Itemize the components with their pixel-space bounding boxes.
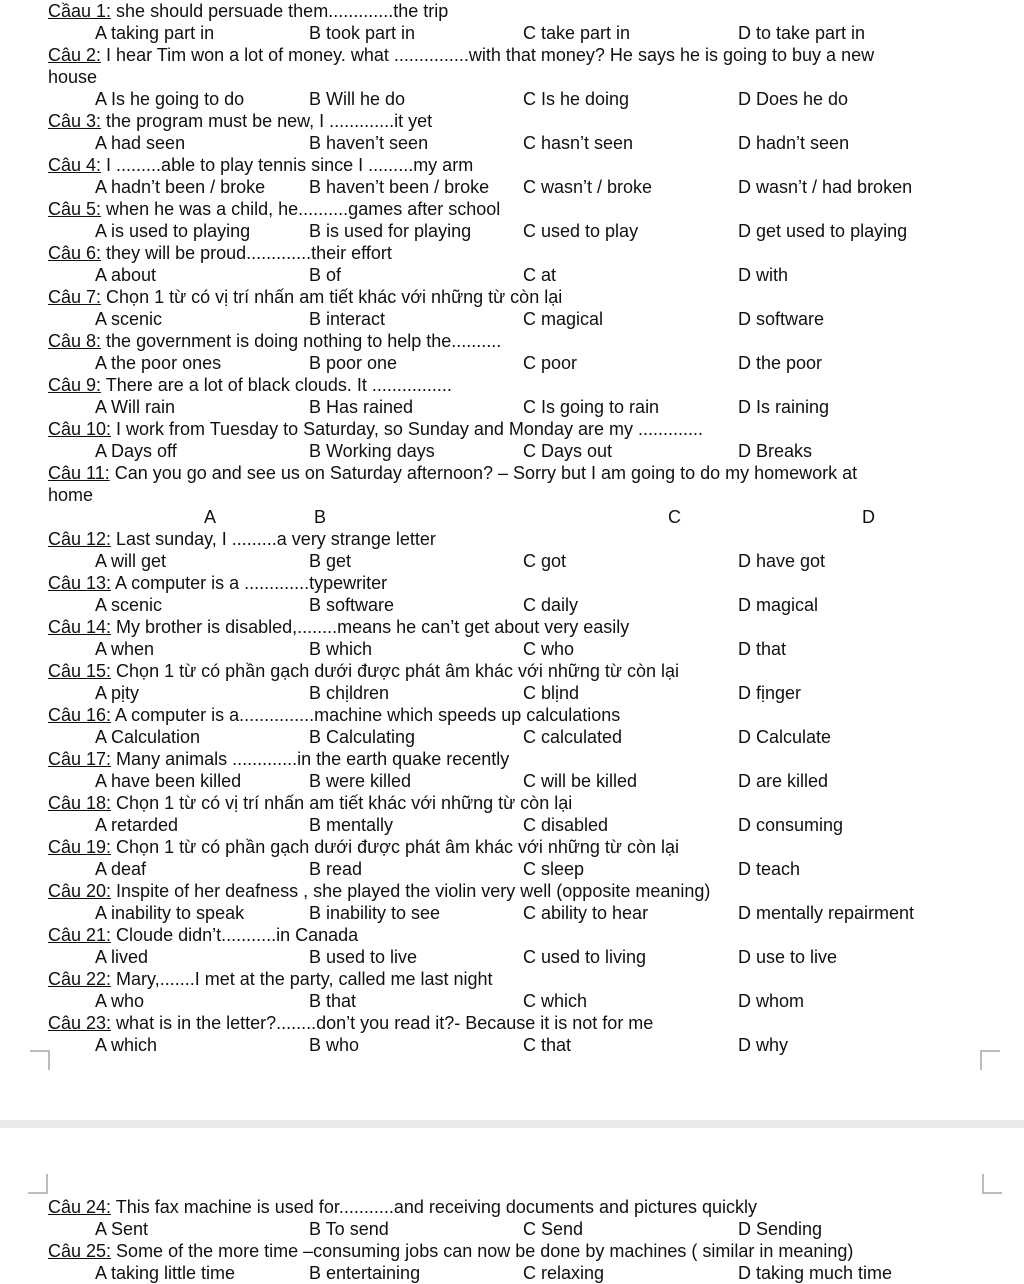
option-d: D use to live — [738, 947, 838, 967]
question-label: Câu 7: — [48, 287, 102, 307]
question-14 — [48, 616, 1008, 638]
question-label: Câu 23: — [48, 1013, 112, 1033]
option-c: C daily — [523, 595, 579, 615]
option-a: A had seen — [95, 133, 186, 153]
question-label: Câu 14: — [48, 617, 112, 637]
option-a: A which — [95, 1035, 158, 1055]
question-17 — [48, 748, 1008, 770]
options-row — [0, 308, 1024, 330]
option-a: A Calculation — [95, 727, 201, 747]
option-c: C hasn’t seen — [523, 133, 634, 153]
question-11-continued — [48, 484, 1008, 506]
options-row — [0, 770, 1024, 792]
option-d: D Does he do — [738, 89, 849, 109]
options-row — [0, 990, 1024, 1012]
option-c: C will be killed — [523, 771, 638, 791]
question-text: My brother is disabled,........means he can’t get about very easily — [111, 617, 630, 637]
options-row — [0, 550, 1024, 572]
question-label: Câu 19: — [48, 837, 112, 857]
question-label: Câu 22: — [48, 969, 112, 989]
page-corner-mark — [28, 1174, 48, 1194]
question-text: I .........able to play tennis since I .........my arm — [101, 155, 474, 175]
question-11 — [48, 462, 1008, 484]
question-text: Inspite of her deafness , she played the violin very well (opposite meaning) — [111, 881, 711, 901]
option-b: B entertaining — [309, 1263, 421, 1283]
option-c: C sleep — [523, 859, 585, 879]
page-break — [0, 1120, 1024, 1128]
question-label: Câu 24: — [48, 1197, 112, 1217]
option-c: C got — [523, 551, 567, 571]
option-a: A Days off — [95, 441, 177, 461]
option-c: C calculated — [523, 727, 623, 747]
question-text: There are a lot of black clouds. It ................ — [101, 375, 452, 395]
question-label: Câu 16: — [48, 705, 112, 725]
option-b: B Has rained — [309, 397, 414, 417]
options-row — [0, 946, 1024, 968]
option-a: A retarded — [95, 815, 179, 835]
option-c: C Is he doing — [523, 89, 630, 109]
option-a: A scenic — [95, 595, 163, 615]
option-a: A lived — [95, 947, 149, 967]
option-b: B of — [309, 265, 342, 285]
option-b: B Will he do — [309, 89, 406, 109]
option-d: D taking much time — [738, 1263, 893, 1283]
question-16 — [48, 704, 1008, 726]
options-row — [0, 638, 1024, 660]
option-c: C wasn’t / broke — [523, 177, 653, 197]
option-b: B poor one — [309, 353, 398, 373]
option-a: A about — [95, 265, 157, 285]
option-d: D software — [738, 309, 825, 329]
options-row — [0, 814, 1024, 836]
option-a: A have been killed — [95, 771, 242, 791]
option-b: B who — [309, 1035, 360, 1055]
question-label: Câu 12: — [48, 529, 112, 549]
options-row — [0, 88, 1024, 110]
question-label: Câu 18: — [48, 793, 112, 813]
question-label: Câu 9: — [48, 375, 102, 395]
option-d: D to take part in — [738, 23, 866, 43]
option-a: A who — [95, 991, 145, 1011]
options-row — [0, 22, 1024, 44]
question-text: Some of the more time –consuming jobs can now be done by machines ( similar in meaning) — [111, 1241, 854, 1261]
question-text-continued: house — [48, 67, 98, 87]
option-d: D consuming — [738, 815, 844, 835]
option-c: C used to living — [523, 947, 647, 967]
question-label: Cầau 1: — [48, 1, 112, 21]
options-row — [0, 726, 1024, 748]
option-b: B used to live — [309, 947, 418, 967]
option-c: C blịnd — [523, 683, 580, 703]
question-text: I work from Tuesday to Saturday, so Sunday and Monday are my ............. — [111, 419, 703, 439]
option-d: D why — [738, 1035, 789, 1055]
question-text-continued: home — [48, 485, 94, 505]
option-c: C relaxing — [523, 1263, 605, 1283]
question-3 — [48, 110, 1008, 132]
option-a: A Sent — [95, 1219, 149, 1239]
options-row — [0, 682, 1024, 704]
option-c: C ability to hear — [523, 903, 649, 923]
option-d: D have got — [738, 551, 826, 571]
option-a: A pịty — [95, 683, 140, 703]
option-c: C poor — [523, 353, 578, 373]
question-label: Câu 8: — [48, 331, 102, 351]
option-b: B that — [309, 991, 357, 1011]
question-24 — [48, 1196, 1008, 1218]
question-text: they will be proud.............their effort — [101, 243, 392, 263]
options-row — [0, 440, 1024, 462]
letter-c: C — [668, 507, 681, 527]
options-row — [0, 220, 1024, 242]
question-text: Many animals .............in the earth quake recently — [111, 749, 510, 769]
question-text: Last sunday, I .........a very strange letter — [111, 529, 436, 549]
option-a: A is used to playing — [95, 221, 251, 241]
options-row — [0, 352, 1024, 374]
question-8 — [48, 330, 1008, 352]
option-c: C which — [523, 991, 588, 1011]
question-text: A computer is a .............typewriter — [111, 573, 388, 593]
option-a: A the poor ones — [95, 353, 222, 373]
option-d: D with — [738, 265, 789, 285]
question-text: Chọn 1 từ có phần gạch dưới được phát âm khác với những từ còn lại — [111, 837, 680, 857]
question-label: Câu 4: — [48, 155, 102, 175]
options-row — [0, 1034, 1024, 1056]
options-row — [0, 264, 1024, 286]
page-corner-mark — [980, 1050, 1000, 1070]
option-d: D whom — [738, 991, 805, 1011]
option-b: B software — [309, 595, 395, 615]
question-label: Câu 20: — [48, 881, 112, 901]
question-label: Câu 21: — [48, 925, 112, 945]
option-b: B interact — [309, 309, 386, 329]
question-text: the program must be new, I .............it yet — [101, 111, 433, 131]
question-7 — [48, 286, 1008, 308]
option-d: D mentally repairment — [738, 903, 915, 923]
question-text: when he was a child, he..........games after school — [101, 199, 501, 219]
answer-letters-row — [0, 506, 1024, 528]
option-d: D wasn’t / had broken — [738, 177, 913, 197]
page-corner-mark — [982, 1174, 1002, 1194]
option-a: A taking part in — [95, 23, 215, 43]
options-row — [0, 594, 1024, 616]
question-12 — [48, 528, 1008, 550]
option-b: B mentally — [309, 815, 394, 835]
letter-b: B — [314, 507, 327, 527]
question-label: Câu 10: — [48, 419, 112, 439]
option-b: B read — [309, 859, 363, 879]
question-25 — [48, 1240, 1008, 1262]
options-row — [0, 132, 1024, 154]
option-c: C Send — [523, 1219, 584, 1239]
options-row — [0, 902, 1024, 924]
question-4 — [48, 154, 1008, 176]
question-text: Can you go and see us on Saturday afternoon? – Sorry but I am going to do my homework at — [109, 463, 858, 483]
question-label: Câu 6: — [48, 243, 102, 263]
option-b: B chịldren — [309, 683, 390, 703]
question-2 — [48, 44, 1008, 66]
question-6 — [48, 242, 1008, 264]
question-19 — [48, 836, 1008, 858]
option-d: D magical — [738, 595, 819, 615]
question-10 — [48, 418, 1008, 440]
option-b: B is used for playing — [309, 221, 472, 241]
options-row — [0, 1262, 1024, 1284]
option-b: B haven’t been / broke — [309, 177, 490, 197]
options-row — [0, 176, 1024, 198]
letter-a: A — [204, 507, 217, 527]
letter-d: D — [862, 507, 875, 527]
question-text: the government is doing nothing to help the.......... — [101, 331, 502, 351]
question-text: what is in the letter?........don’t you read it?- Because it is not for me — [111, 1013, 654, 1033]
option-a: A scenic — [95, 309, 163, 329]
question-23 — [48, 1012, 1008, 1034]
option-c: C Days out — [523, 441, 613, 461]
options-row — [0, 858, 1024, 880]
question-text: This fax machine is used for...........and receiving documents and pictures quickly — [111, 1197, 758, 1217]
option-c: C who — [523, 639, 575, 659]
option-a: A Is he going to do — [95, 89, 245, 109]
question-20 — [48, 880, 1008, 902]
question-label: Câu 25: — [48, 1241, 112, 1261]
option-b: B were killed — [309, 771, 412, 791]
question-label: Câu 5: — [48, 199, 102, 219]
option-b: B which — [309, 639, 373, 659]
question-9 — [48, 374, 1008, 396]
page-sheet-2 — [0, 1128, 1024, 1283]
option-d: D fịnger — [738, 683, 802, 703]
question-text: Chọn 1 từ có phần gạch dưới được phát âm khác với những từ còn lại — [111, 661, 680, 681]
option-b: B get — [309, 551, 352, 571]
option-a: A taking little time — [95, 1263, 236, 1283]
page-corner-mark — [30, 1050, 50, 1070]
question-label: Câu 13: — [48, 573, 112, 593]
option-d: D get used to playing — [738, 221, 908, 241]
option-c: C that — [523, 1035, 572, 1055]
question-label: Câu 11: — [48, 463, 110, 483]
question-text: A computer is a...............machine which speeds up calculations — [111, 705, 621, 725]
question-label: Câu 17: — [48, 749, 112, 769]
option-d: D hadn’t seen — [738, 133, 850, 153]
option-b: B Calculating — [309, 727, 416, 747]
option-a: A inability to speak — [95, 903, 245, 923]
option-b: B haven’t seen — [309, 133, 429, 153]
option-b: B Working days — [309, 441, 435, 461]
option-d: D the poor — [738, 353, 823, 373]
option-c: C disabled — [523, 815, 609, 835]
option-d: D Breaks — [738, 441, 813, 461]
option-b: B To send — [309, 1219, 389, 1239]
question-21 — [48, 924, 1008, 946]
option-d: D are killed — [738, 771, 829, 791]
question-text: she should persuade them.............the trip — [111, 1, 449, 21]
question-label: Câu 15: — [48, 661, 112, 681]
question-label: Câu 3: — [48, 111, 102, 131]
option-c: C at — [523, 265, 557, 285]
option-b: B took part in — [309, 23, 416, 43]
options-row — [0, 1218, 1024, 1240]
option-a: A will get — [95, 551, 167, 571]
option-a: A deaf — [95, 859, 147, 879]
question-15 — [48, 660, 1008, 682]
question-text: Chọn 1 từ có vị trí nhấn am tiết khác với những từ còn lại — [111, 793, 573, 813]
option-d: D Sending — [738, 1219, 823, 1239]
question-text: I hear Tim won a lot of money. what ...............with that money? He says he is going to buy a new — [101, 45, 875, 65]
options-row — [0, 396, 1024, 418]
option-c: C used to play — [523, 221, 639, 241]
question-text: Chọn 1 từ có vị trí nhấn am tiết khác với những từ còn lại — [101, 287, 563, 307]
question-22 — [48, 968, 1008, 990]
option-a: A hadn’t been / broke — [95, 177, 266, 197]
option-c: C take part in — [523, 23, 631, 43]
question-13 — [48, 572, 1008, 594]
question-text: Cloude didn’t...........in Canada — [111, 925, 359, 945]
option-c: C magical — [523, 309, 604, 329]
question-1 — [48, 0, 1008, 22]
question-label: Câu 2: — [48, 45, 102, 65]
question-18 — [48, 792, 1008, 814]
option-b: B inability to see — [309, 903, 441, 923]
question-5 — [48, 198, 1008, 220]
option-a: A when — [95, 639, 155, 659]
option-a: A Will rain — [95, 397, 176, 417]
option-c: C Is going to rain — [523, 397, 660, 417]
option-d: D Is raining — [738, 397, 830, 417]
option-d: D Calculate — [738, 727, 832, 747]
option-d: D teach — [738, 859, 801, 879]
question-2-continued — [48, 66, 1008, 88]
question-text: Mary,.......I met at the party, called me last night — [111, 969, 493, 989]
option-d: D that — [738, 639, 787, 659]
